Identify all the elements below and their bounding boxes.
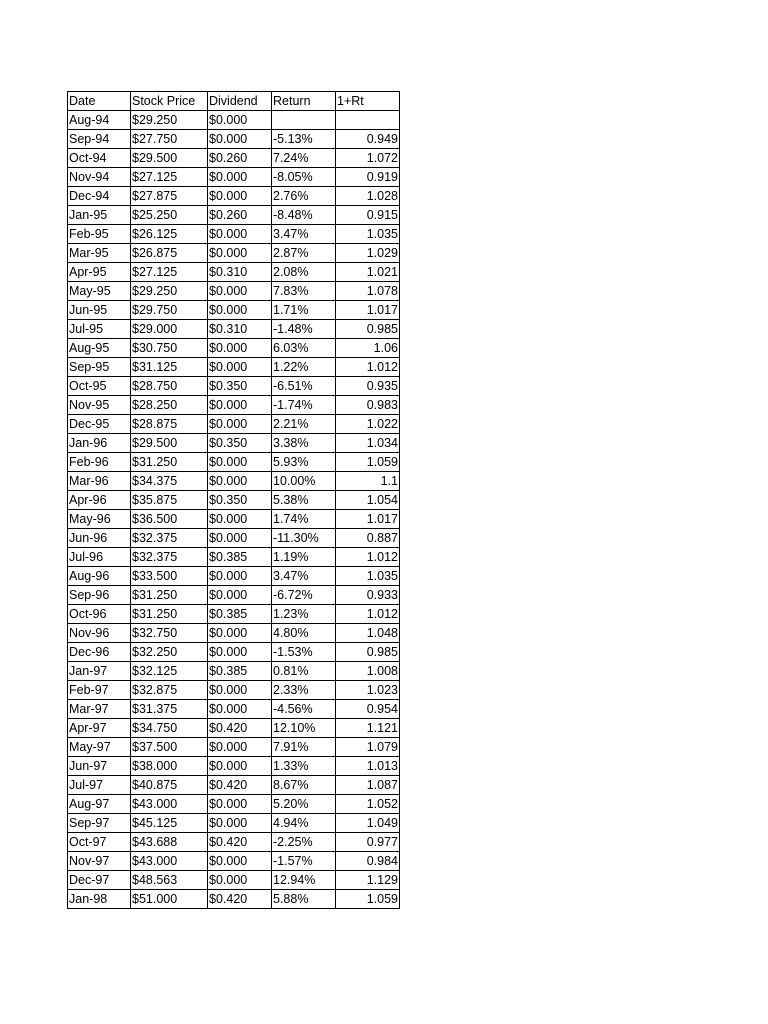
one-plus-rt-cell[interactable]: 1.121 [336, 719, 400, 738]
table-row [68, 643, 400, 662]
dividend-cell[interactable]: $0.000 [208, 244, 272, 263]
date-cell[interactable]: Mar-97 [68, 700, 131, 719]
table-row [68, 206, 400, 225]
one-plus-rt-cell[interactable]: 1.072 [336, 149, 400, 168]
one-plus-rt-cell[interactable]: 1.1 [336, 472, 400, 491]
stock-price-cell[interactable]: $31.375 [131, 700, 208, 719]
date-cell[interactable]: Aug-95 [68, 339, 131, 358]
stock-price-cell[interactable]: $29.250 [131, 111, 208, 130]
date-cell[interactable]: Sep-95 [68, 358, 131, 377]
date-cell[interactable]: Nov-97 [68, 852, 131, 871]
one-plus-rt-cell[interactable]: 1.079 [336, 738, 400, 757]
date-cell[interactable]: Nov-96 [68, 624, 131, 643]
header-row [68, 92, 400, 111]
date-cell[interactable]: May-96 [68, 510, 131, 529]
stock-price-cell[interactable]: $28.250 [131, 396, 208, 415]
return-cell[interactable]: 1.74% [272, 510, 336, 529]
table-row [68, 871, 400, 890]
header-return[interactable]: Return [272, 92, 336, 111]
one-plus-rt-cell[interactable]: 1.029 [336, 244, 400, 263]
stock-price-cell[interactable]: $29.250 [131, 282, 208, 301]
one-plus-rt-cell[interactable]: 1.022 [336, 415, 400, 434]
one-plus-rt-cell[interactable]: 0.985 [336, 643, 400, 662]
table-row [68, 852, 400, 871]
return-cell[interactable]: 2.87% [272, 244, 336, 263]
table-row [68, 377, 400, 396]
stock-price-cell[interactable]: $29.500 [131, 149, 208, 168]
dividend-cell[interactable]: $0.000 [208, 396, 272, 415]
date-cell[interactable]: Jan-97 [68, 662, 131, 681]
return-cell[interactable]: 5.20% [272, 795, 336, 814]
stock-price-cell[interactable]: $32.375 [131, 548, 208, 567]
one-plus-rt-cell[interactable]: 1.023 [336, 681, 400, 700]
one-plus-rt-cell[interactable]: 0.977 [336, 833, 400, 852]
header-stock-price[interactable]: Stock Price [131, 92, 208, 111]
table-row [68, 320, 400, 339]
one-plus-rt-cell[interactable]: 0.984 [336, 852, 400, 871]
stock-price-cell[interactable]: $40.875 [131, 776, 208, 795]
stock-price-cell[interactable]: $38.000 [131, 757, 208, 776]
dividend-cell[interactable]: $0.000 [208, 814, 272, 833]
table-row [68, 586, 400, 605]
stock-price-cell[interactable]: $26.875 [131, 244, 208, 263]
one-plus-rt-cell[interactable]: 1.017 [336, 510, 400, 529]
dividend-cell[interactable]: $0.000 [208, 453, 272, 472]
date-cell[interactable]: Jan-95 [68, 206, 131, 225]
stock-price-cell[interactable]: $48.563 [131, 871, 208, 890]
stock-price-cell[interactable]: $29.500 [131, 434, 208, 453]
date-cell[interactable]: Nov-95 [68, 396, 131, 415]
return-cell[interactable]: -1.57% [272, 852, 336, 871]
table-row [68, 491, 400, 510]
return-cell[interactable]: -4.56% [272, 700, 336, 719]
date-cell[interactable]: Dec-97 [68, 871, 131, 890]
return-cell[interactable]: 12.94% [272, 871, 336, 890]
one-plus-rt-cell[interactable]: 0.915 [336, 206, 400, 225]
table-row [68, 111, 400, 130]
date-cell[interactable]: Oct-94 [68, 149, 131, 168]
one-plus-rt-cell[interactable]: 1.012 [336, 358, 400, 377]
stock-price-cell[interactable]: $31.250 [131, 586, 208, 605]
return-cell[interactable]: 6.03% [272, 339, 336, 358]
one-plus-rt-cell[interactable]: 1.035 [336, 225, 400, 244]
date-cell[interactable]: Apr-97 [68, 719, 131, 738]
date-cell[interactable]: Sep-97 [68, 814, 131, 833]
dividend-cell[interactable]: $0.350 [208, 491, 272, 510]
one-plus-rt-cell[interactable]: 1.129 [336, 871, 400, 890]
return-cell[interactable]: 2.33% [272, 681, 336, 700]
return-cell[interactable]: -5.13% [272, 130, 336, 149]
one-plus-rt-cell[interactable]: 0.985 [336, 320, 400, 339]
one-plus-rt-cell[interactable]: 1.059 [336, 890, 400, 909]
stock-price-cell[interactable]: $31.250 [131, 605, 208, 624]
return-cell[interactable]: 7.91% [272, 738, 336, 757]
table-row [68, 700, 400, 719]
table-row [68, 415, 400, 434]
table-row [68, 358, 400, 377]
stock-price-cell[interactable]: $45.125 [131, 814, 208, 833]
stock-price-cell[interactable]: $32.125 [131, 662, 208, 681]
dividend-cell[interactable]: $0.385 [208, 662, 272, 681]
return-cell[interactable]: 3.47% [272, 567, 336, 586]
date-cell[interactable]: Apr-96 [68, 491, 131, 510]
stock-price-cell[interactable]: $27.125 [131, 168, 208, 187]
dividend-cell[interactable]: $0.260 [208, 149, 272, 168]
date-cell[interactable]: Jan-96 [68, 434, 131, 453]
stock-price-cell[interactable]: $32.750 [131, 624, 208, 643]
return-cell[interactable]: 1.33% [272, 757, 336, 776]
dividend-cell[interactable]: $0.000 [208, 529, 272, 548]
table-row [68, 738, 400, 757]
return-cell[interactable]: 8.67% [272, 776, 336, 795]
one-plus-rt-cell[interactable]: 1.035 [336, 567, 400, 586]
return-cell[interactable]: -1.48% [272, 320, 336, 339]
stock-price-cell[interactable]: $32.875 [131, 681, 208, 700]
date-cell[interactable]: Jan-98 [68, 890, 131, 909]
table-row [68, 814, 400, 833]
table-row [68, 453, 400, 472]
date-cell[interactable]: Dec-95 [68, 415, 131, 434]
one-plus-rt-cell[interactable]: 1.059 [336, 453, 400, 472]
stock-price-cell[interactable]: $34.375 [131, 472, 208, 491]
dividend-cell[interactable]: $0.350 [208, 434, 272, 453]
one-plus-rt-cell[interactable]: 1.049 [336, 814, 400, 833]
return-cell[interactable]: -6.72% [272, 586, 336, 605]
return-cell[interactable]: 0.81% [272, 662, 336, 681]
dividend-cell[interactable]: $0.000 [208, 225, 272, 244]
date-cell[interactable]: Jul-95 [68, 320, 131, 339]
dividend-cell[interactable]: $0.000 [208, 472, 272, 491]
return-cell[interactable]: 3.38% [272, 434, 336, 453]
return-cell[interactable] [272, 111, 336, 130]
one-plus-rt-cell[interactable]: 0.887 [336, 529, 400, 548]
dividend-cell[interactable]: $0.000 [208, 111, 272, 130]
stock-price-cell[interactable]: $32.250 [131, 643, 208, 662]
dividend-cell[interactable]: $0.310 [208, 263, 272, 282]
table-row [68, 795, 400, 814]
table-row [68, 434, 400, 453]
date-cell[interactable]: Jul-97 [68, 776, 131, 795]
one-plus-rt-cell[interactable]: 1.048 [336, 624, 400, 643]
return-cell[interactable]: -1.53% [272, 643, 336, 662]
header-date[interactable]: Date [68, 92, 131, 111]
dividend-cell[interactable]: $0.000 [208, 586, 272, 605]
date-cell[interactable]: Nov-94 [68, 168, 131, 187]
dividend-cell[interactable]: $0.000 [208, 187, 272, 206]
table-row [68, 890, 400, 909]
dividend-cell[interactable]: $0.000 [208, 681, 272, 700]
stock-price-cell[interactable]: $29.000 [131, 320, 208, 339]
table-row [68, 624, 400, 643]
date-cell[interactable]: Jul-96 [68, 548, 131, 567]
stock-price-cell[interactable]: $34.750 [131, 719, 208, 738]
stock-price-cell[interactable]: $43.688 [131, 833, 208, 852]
return-cell[interactable]: 2.76% [272, 187, 336, 206]
table-row [68, 187, 400, 206]
stock-price-cell[interactable]: $37.500 [131, 738, 208, 757]
dividend-cell[interactable]: $0.000 [208, 358, 272, 377]
stock-price-cell[interactable]: $43.000 [131, 852, 208, 871]
stock-price-cell[interactable]: $31.250 [131, 453, 208, 472]
dividend-cell[interactable]: $0.385 [208, 605, 272, 624]
one-plus-rt-cell[interactable] [336, 111, 400, 130]
return-cell[interactable]: 1.23% [272, 605, 336, 624]
table-row [68, 168, 400, 187]
stock-price-cell[interactable]: $36.500 [131, 510, 208, 529]
one-plus-rt-cell[interactable]: 1.06 [336, 339, 400, 358]
date-cell[interactable]: Feb-95 [68, 225, 131, 244]
stock-returns-table [67, 91, 400, 909]
dividend-cell[interactable]: $0.000 [208, 795, 272, 814]
one-plus-rt-cell[interactable]: 1.078 [336, 282, 400, 301]
return-cell[interactable]: -2.25% [272, 833, 336, 852]
date-cell[interactable]: Jun-97 [68, 757, 131, 776]
date-cell[interactable]: Mar-95 [68, 244, 131, 263]
table-row [68, 662, 400, 681]
stock-price-cell[interactable]: $28.875 [131, 415, 208, 434]
dividend-cell[interactable]: $0.260 [208, 206, 272, 225]
return-cell[interactable]: 4.80% [272, 624, 336, 643]
return-cell[interactable]: 5.88% [272, 890, 336, 909]
one-plus-rt-cell[interactable]: 0.919 [336, 168, 400, 187]
one-plus-rt-cell[interactable]: 0.935 [336, 377, 400, 396]
return-cell[interactable]: 1.22% [272, 358, 336, 377]
table-row [68, 567, 400, 586]
dividend-cell[interactable]: $0.420 [208, 890, 272, 909]
return-cell[interactable]: -6.51% [272, 377, 336, 396]
dividend-cell[interactable]: $0.000 [208, 738, 272, 757]
return-cell[interactable]: 7.24% [272, 149, 336, 168]
date-cell[interactable]: Dec-94 [68, 187, 131, 206]
table-row [68, 529, 400, 548]
stock-price-cell[interactable]: $32.375 [131, 529, 208, 548]
date-cell[interactable]: Oct-97 [68, 833, 131, 852]
date-cell[interactable]: Feb-96 [68, 453, 131, 472]
table-row [68, 149, 400, 168]
spreadsheet [67, 91, 400, 909]
return-cell[interactable]: 7.83% [272, 282, 336, 301]
table-row [68, 605, 400, 624]
stock-price-cell[interactable]: $28.750 [131, 377, 208, 396]
table-row [68, 510, 400, 529]
return-cell[interactable]: 1.19% [272, 548, 336, 567]
one-plus-rt-cell[interactable]: 1.017 [336, 301, 400, 320]
return-cell[interactable]: -1.74% [272, 396, 336, 415]
stock-price-cell[interactable]: $51.000 [131, 890, 208, 909]
date-cell[interactable]: May-95 [68, 282, 131, 301]
date-cell[interactable]: Jun-96 [68, 529, 131, 548]
stock-price-cell[interactable]: $25.250 [131, 206, 208, 225]
table-row [68, 472, 400, 491]
dividend-cell[interactable]: $0.000 [208, 871, 272, 890]
dividend-cell[interactable]: $0.000 [208, 282, 272, 301]
return-cell[interactable]: 1.71% [272, 301, 336, 320]
date-cell[interactable]: Sep-94 [68, 130, 131, 149]
date-cell[interactable]: Oct-96 [68, 605, 131, 624]
dividend-cell[interactable]: $0.000 [208, 567, 272, 586]
dividend-cell[interactable]: $0.000 [208, 624, 272, 643]
return-cell[interactable]: 4.94% [272, 814, 336, 833]
stock-price-cell[interactable]: $27.750 [131, 130, 208, 149]
stock-price-cell[interactable]: $27.125 [131, 263, 208, 282]
table-row [68, 681, 400, 700]
date-cell[interactable]: Aug-97 [68, 795, 131, 814]
header-dividend[interactable]: Dividend [208, 92, 272, 111]
dividend-cell[interactable]: $0.000 [208, 301, 272, 320]
one-plus-rt-cell[interactable]: 1.054 [336, 491, 400, 510]
date-cell[interactable]: Dec-96 [68, 643, 131, 662]
dividend-cell[interactable]: $0.000 [208, 700, 272, 719]
stock-price-cell[interactable]: $43.000 [131, 795, 208, 814]
dividend-cell[interactable]: $0.420 [208, 833, 272, 852]
date-cell[interactable]: Oct-95 [68, 377, 131, 396]
return-cell[interactable]: 5.38% [272, 491, 336, 510]
stock-price-cell[interactable]: $27.875 [131, 187, 208, 206]
one-plus-rt-cell[interactable]: 0.954 [336, 700, 400, 719]
dividend-cell[interactable]: $0.000 [208, 852, 272, 871]
return-cell[interactable]: -11.30% [272, 529, 336, 548]
dividend-cell[interactable]: $0.385 [208, 548, 272, 567]
dividend-cell[interactable]: $0.310 [208, 320, 272, 339]
dividend-cell[interactable]: $0.000 [208, 339, 272, 358]
stock-price-cell[interactable]: $33.500 [131, 567, 208, 586]
dividend-cell[interactable]: $0.000 [208, 643, 272, 662]
stock-price-cell[interactable]: $31.125 [131, 358, 208, 377]
one-plus-rt-cell[interactable]: 1.028 [336, 187, 400, 206]
table-row [68, 244, 400, 263]
return-cell[interactable]: 2.08% [272, 263, 336, 282]
one-plus-rt-cell[interactable]: 1.008 [336, 662, 400, 681]
return-cell[interactable]: 2.21% [272, 415, 336, 434]
table-row [68, 719, 400, 738]
header-one-plus-rt[interactable]: 1+Rt [336, 92, 400, 111]
stock-price-cell[interactable]: $35.875 [131, 491, 208, 510]
stock-price-cell[interactable]: $26.125 [131, 225, 208, 244]
stock-price-cell[interactable]: $30.750 [131, 339, 208, 358]
date-cell[interactable]: Apr-95 [68, 263, 131, 282]
date-cell[interactable]: Aug-96 [68, 567, 131, 586]
dividend-cell[interactable]: $0.000 [208, 757, 272, 776]
one-plus-rt-cell[interactable]: 1.012 [336, 548, 400, 567]
dividend-cell[interactable]: $0.000 [208, 510, 272, 529]
table-row [68, 757, 400, 776]
table-row [68, 301, 400, 320]
table-row [68, 263, 400, 282]
return-cell[interactable]: 5.93% [272, 453, 336, 472]
date-cell[interactable]: Sep-96 [68, 586, 131, 605]
table-row [68, 225, 400, 244]
one-plus-rt-cell[interactable]: 1.034 [336, 434, 400, 453]
dividend-cell[interactable]: $0.420 [208, 719, 272, 738]
date-cell[interactable]: Jun-95 [68, 301, 131, 320]
return-cell[interactable]: -8.48% [272, 206, 336, 225]
one-plus-rt-cell[interactable]: 1.013 [336, 757, 400, 776]
one-plus-rt-cell[interactable]: 1.052 [336, 795, 400, 814]
stock-price-cell[interactable]: $29.750 [131, 301, 208, 320]
table-row [68, 339, 400, 358]
one-plus-rt-cell[interactable]: 1.021 [336, 263, 400, 282]
one-plus-rt-cell[interactable]: 0.983 [336, 396, 400, 415]
table-row [68, 282, 400, 301]
return-cell[interactable]: -8.05% [272, 168, 336, 187]
dividend-cell[interactable]: $0.000 [208, 415, 272, 434]
dividend-cell[interactable]: $0.420 [208, 776, 272, 795]
table-row [68, 396, 400, 415]
table-row [68, 548, 400, 567]
table-row [68, 833, 400, 852]
one-plus-rt-cell[interactable]: 0.949 [336, 130, 400, 149]
return-cell[interactable]: 3.47% [272, 225, 336, 244]
one-plus-rt-cell[interactable]: 1.012 [336, 605, 400, 624]
one-plus-rt-cell[interactable]: 0.933 [336, 586, 400, 605]
dividend-cell[interactable]: $0.000 [208, 130, 272, 149]
dividend-cell[interactable]: $0.350 [208, 377, 272, 396]
one-plus-rt-cell[interactable]: 1.087 [336, 776, 400, 795]
date-cell[interactable]: Aug-94 [68, 111, 131, 130]
date-cell[interactable]: Feb-97 [68, 681, 131, 700]
dividend-cell[interactable]: $0.000 [208, 168, 272, 187]
date-cell[interactable]: Mar-96 [68, 472, 131, 491]
table-row [68, 776, 400, 795]
table-row [68, 130, 400, 149]
return-cell[interactable]: 10.00% [272, 472, 336, 491]
return-cell[interactable]: 12.10% [272, 719, 336, 738]
date-cell[interactable]: May-97 [68, 738, 131, 757]
